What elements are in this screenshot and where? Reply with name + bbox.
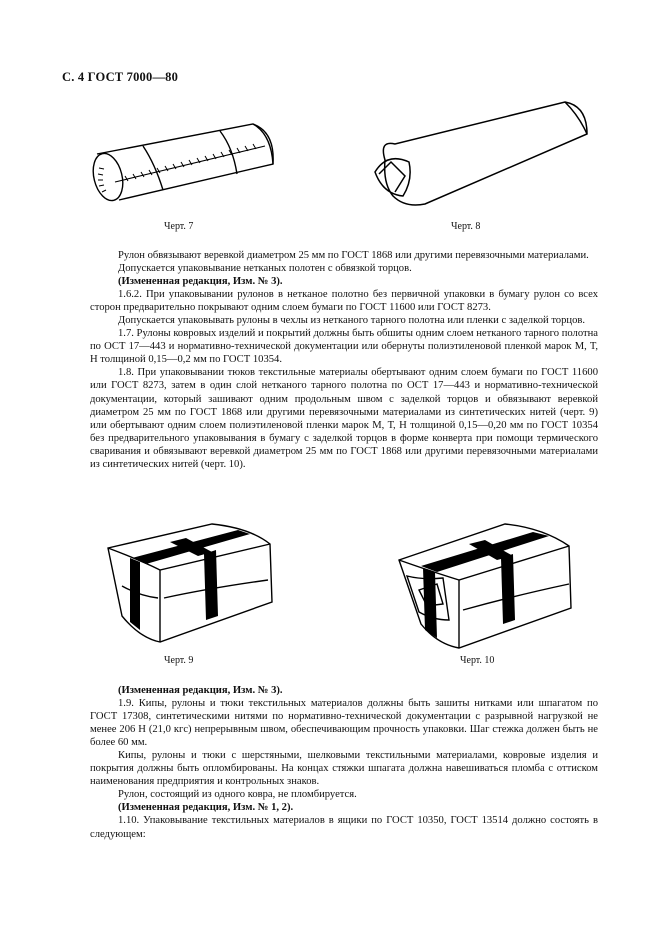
- figure-9-caption: Черт. 9: [164, 655, 194, 666]
- paragraph: 1.10. Упаковывание текстильных материалов в ящики по ГОСТ 10350, ГОСТ 13514 должно состоять в следующем:: [90, 815, 598, 840]
- figure-8-roll-illustration: [365, 100, 605, 210]
- figure-10-bale-illustration: [393, 520, 583, 652]
- figure-10-caption: Черт. 10: [460, 655, 495, 666]
- amendment-note: (Измененная редакция, Изм. № 3).: [118, 276, 283, 288]
- paragraph: Рулон, состоящий из одного ковра, не пломбируется.: [118, 789, 357, 801]
- paragraph: Допускается упаковывание нетканых полотен с обвязкой торцов.: [118, 263, 412, 275]
- paragraph: 1.8. При упаковывании тюков текстильные материалы обертывают одним слоем бумаги по ГОСТ 11600 или ГОСТ 8273, затем в один слой нетканого тарного полотна по ОСТ 17—443 и нормативно-технической документации, который зашивают одним продольным швом с заделкой торцов и обвязывают веревкой диаметром 25 мм по ГОСТ 1868 или другими перевязочными материалами из синтетических нитей (черт. 9) или обертывают одним слоем полиэтиленовой пленки марок М, Т, Н толщиной 0,15—0,20 мм по ГОСТ 10354 без предварительного упаковывания в бумагу с заделкой торцов в форме конверта при помощи термического сваривания и обвязывают веревкой диаметром 25 мм по ГОСТ 1868 или другими перевязочными материалами из синтетических нитей (черт. 10).: [90, 367, 598, 470]
- paragraph: 1.7. Рулоны ковровых изделий и покрытий должны быть обшиты одним слоем нетканого тарного полотна по ОСТ 17—443 и нормативно-технической документации или обернуты полиэтиленовой пленкой марок М, Т, Н толщиной 0,15—0,2 мм по ГОСТ 10354.: [90, 328, 598, 366]
- figure-7-roll-illustration: [75, 112, 285, 217]
- figure-7-caption: Черт. 7: [164, 221, 194, 232]
- figure-8-caption: Черт. 8: [451, 221, 481, 232]
- paragraph: 1.9. Кипы, рулоны и тюки текстильных материалов должны быть зашиты нитками или шпагатом по ГОСТ 17308, синтетическими нитями по нормативно-технической документации с разрывной нагрузкой не менее 206 Н (21,0 кгс) непрерывным швом, обеспечивающим прочность упаковки. Шаг стежка должен быть не более 60 мм.: [90, 698, 598, 749]
- text-block-1: [90, 249, 598, 471]
- amendment-note: (Измененная редакция, Изм. № 3).: [118, 685, 283, 696]
- paragraph: Кипы, рулоны и тюки с шерстяными, шелковыми текстильными материалами, ковровые изделия и покрытия должны быть опломбированы. На концах стяжки шпагата должна навешиваться пломба с оттиском наименования предприятия и контрольных знаков.: [90, 750, 598, 788]
- amendment-note: (Измененная редакция, Изм. № 1, 2).: [118, 802, 294, 814]
- paragraph: Допускается упаковывать рулоны в чехлы из нетканого тарного полотна или пленки с заделкой торцов.: [118, 315, 586, 327]
- paragraph: Рулон обвязывают веревкой диаметром 25 мм по ГОСТ 1868 или другими перевязочными материалами.: [118, 250, 589, 261]
- paragraph: 1.6.2. При упаковывании рулонов в нетканое полотно без первичной упаковки в бумагу рулон со всех сторон предварительно покрывают одним слоем бумаги по ГОСТ 11600 или ГОСТ 8273.: [90, 289, 598, 314]
- page-header: С. 4 ГОСТ 7000—80: [62, 70, 179, 84]
- figure-9-bale-illustration: [100, 518, 280, 648]
- text-block-2: [90, 684, 598, 841]
